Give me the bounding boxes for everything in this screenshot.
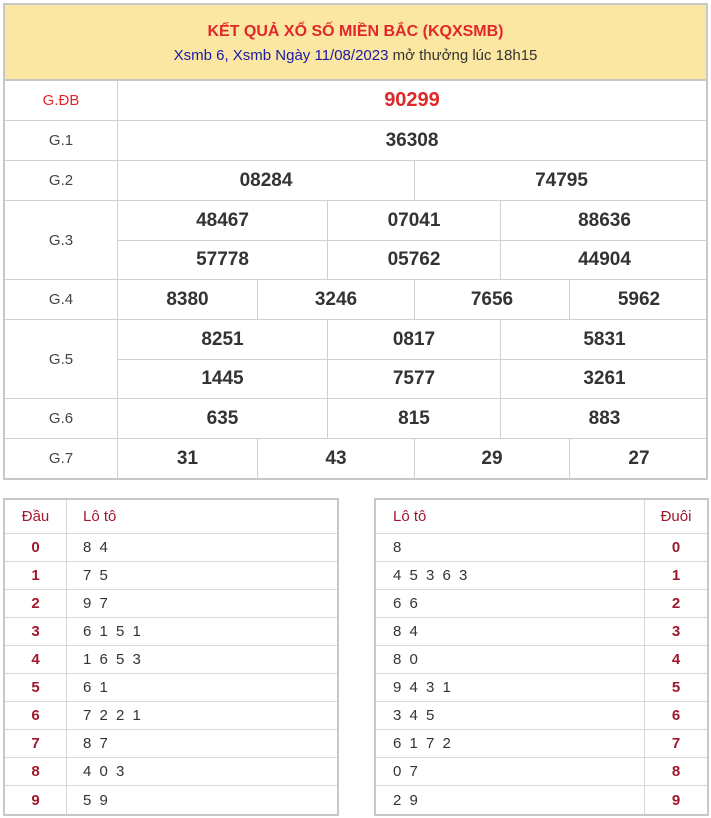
head-digit: 8 [5, 758, 67, 785]
page-subtitle [5, 41, 706, 64]
loto-values: 8 0 [376, 646, 645, 673]
prize-row-special [5, 81, 706, 121]
loto-values: 3 4 5 [376, 702, 645, 729]
prize-label: G.7 [5, 439, 118, 478]
loto-values: 8 4 [376, 618, 645, 645]
draw-time: mở thưởng lúc 18h15 [388, 47, 538, 64]
loto-values: 7 2 2 1 [83, 707, 143, 724]
table-row [376, 786, 707, 814]
prize-number: 0817 [327, 320, 500, 359]
prize-number: 8380 [166, 288, 209, 310]
prize-number: 44904 [500, 241, 708, 279]
prize-number: 48467 [196, 209, 249, 231]
tail-digit: 1 [671, 567, 681, 584]
dau-table [3, 498, 339, 816]
table-row [376, 646, 707, 674]
head-digit: 9 [5, 786, 67, 814]
prize-label: G.4 [5, 280, 118, 319]
prize-label: G.ĐB [5, 81, 118, 120]
table-row [5, 786, 337, 814]
head-digit: 3 [5, 618, 67, 645]
head-digit: 2 [5, 590, 67, 617]
table-row [376, 618, 707, 646]
prize-label: G.5 [5, 320, 118, 398]
loto-values: 2 9 [376, 786, 645, 814]
prize-number: 1445 [201, 368, 244, 389]
prize-number: 08284 [239, 169, 293, 191]
col-head-loto: Lô tô [83, 508, 117, 525]
prize-number: 74795 [414, 161, 708, 200]
prize-row-7 [5, 439, 706, 478]
col-head-loto: Lô tô [376, 500, 645, 533]
results-header [5, 5, 706, 81]
dau-table-header [5, 500, 337, 534]
table-row [376, 674, 707, 702]
head-digit: 5 [5, 674, 67, 701]
table-row [376, 702, 707, 730]
tail-digit: 4 [671, 651, 681, 668]
loto-values: 6 6 [376, 590, 645, 617]
prize-label: G.2 [5, 161, 118, 200]
duoi-table [374, 498, 709, 816]
head-digit: 6 [5, 702, 67, 729]
tail-digit: 6 [671, 707, 681, 724]
loto-values: 1 6 5 3 [83, 651, 143, 668]
head-digit: 7 [5, 730, 67, 757]
prize-row-6 [5, 399, 706, 439]
prize-number: 43 [257, 439, 414, 478]
tail-digit: 0 [671, 539, 681, 556]
prize-number: 05762 [327, 241, 500, 279]
loto-values: 8 [376, 534, 645, 561]
loto-values: 7 5 [83, 567, 110, 584]
loto-values: 9 7 [83, 595, 110, 612]
prize-number: 3261 [500, 360, 708, 398]
tail-digit: 8 [671, 763, 681, 780]
table-row [5, 646, 337, 674]
tail-digit: 3 [671, 623, 681, 640]
loto-values: 8 4 [83, 539, 110, 556]
results-table [3, 3, 708, 480]
tail-digit: 7 [671, 735, 681, 752]
prize-label: G.6 [5, 399, 118, 438]
prize-number: 7577 [327, 360, 500, 398]
prize-number: 88636 [500, 201, 708, 240]
table-row [5, 674, 337, 702]
prize-row-4 [5, 280, 706, 320]
prize-number: 29 [414, 439, 569, 478]
prize-label: G.1 [5, 121, 118, 160]
table-row [5, 562, 337, 590]
table-row [5, 758, 337, 786]
prize-number: 883 [500, 399, 708, 438]
date-link[interactable]: Xsmb 6, Xsmb Ngày 11/08/2023 [173, 47, 389, 64]
prize-number: 5831 [500, 320, 708, 359]
table-row [376, 730, 707, 758]
loto-values: 6 1 5 1 [83, 623, 143, 640]
tail-digit: 5 [671, 679, 681, 696]
prize-row-5 [5, 320, 706, 399]
loto-values: 6 1 [83, 679, 110, 696]
duoi-table-header [376, 500, 707, 534]
prize-number: 5962 [569, 280, 708, 319]
prize-label: G.3 [5, 201, 118, 279]
prize-row-1 [5, 121, 706, 161]
head-digit: 0 [5, 534, 67, 561]
prize-number: 815 [327, 399, 500, 438]
prize-number: 8251 [201, 328, 244, 350]
col-head-duoi: Đuôi [660, 508, 692, 525]
head-digit: 1 [5, 562, 67, 589]
prize-number: 90299 [384, 89, 440, 111]
table-row [376, 590, 707, 618]
prize-number: 36308 [385, 129, 439, 151]
table-row [5, 702, 337, 730]
table-row [5, 590, 337, 618]
table-row [5, 534, 337, 562]
table-row [5, 618, 337, 646]
prize-number: 635 [206, 407, 239, 429]
loto-values: 4 0 3 [83, 763, 127, 780]
tail-digit: 9 [671, 791, 681, 809]
loto-values: 9 4 3 1 [376, 674, 645, 701]
loto-values: 0 7 [376, 758, 645, 785]
prize-number: 3246 [257, 280, 414, 319]
prize-number: 57778 [196, 249, 249, 270]
loto-values: 8 7 [83, 735, 110, 752]
prize-number: 27 [569, 439, 708, 478]
table-row [376, 562, 707, 590]
table-row [5, 730, 337, 758]
loto-values: 6 1 7 2 [376, 730, 645, 757]
prize-number: 31 [176, 447, 199, 469]
col-head-dau: Đầu [5, 500, 67, 533]
table-row [376, 758, 707, 786]
prize-row-2 [5, 161, 706, 201]
page-title: KẾT QUẢ XỔ SỐ MIỀN BẮC (KQXSMB) [207, 23, 504, 40]
head-digit: 4 [5, 646, 67, 673]
tail-digit: 2 [671, 595, 681, 612]
table-row [376, 534, 707, 562]
loto-values: 5 9 [83, 791, 110, 809]
prize-number: 07041 [327, 201, 500, 240]
prize-row-3 [5, 201, 706, 280]
loto-values: 4 5 3 6 3 [376, 562, 645, 589]
prize-number: 7656 [414, 280, 569, 319]
